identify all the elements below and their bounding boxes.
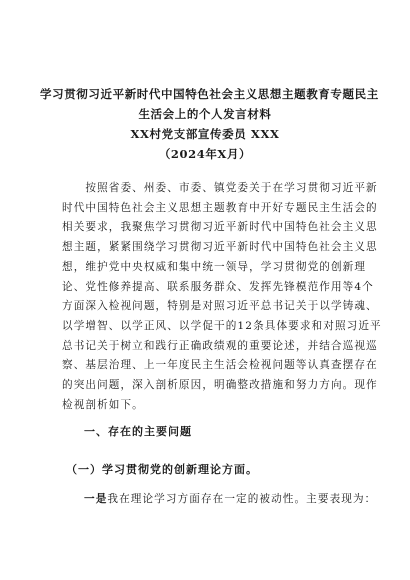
point-lead: 一是 — [84, 493, 108, 505]
point-text: 我在理论学习方面存在一定的被动性。主要表现为： — [107, 493, 377, 505]
document-date: （2024年X月） — [158, 147, 252, 161]
body-line: 以学增智、以学正风、以学促干的12条具体要求和对照习近平 — [62, 319, 382, 332]
body-line: 总书记关于树立和践行正确政绩观的重要论述，并结合巡视巡 — [62, 339, 378, 352]
body-line: 察、基层治理、上一年度民主生活会检视问题等认真查摆存在 — [62, 359, 378, 372]
body-line: 相关要求，我聚焦学习贯彻习近平新时代中国特色社会主义思 — [62, 221, 378, 234]
body-line-point-one — [84, 491, 376, 507]
body-line: 按照省委、州委、市委、镇党委关于在学习贯彻习近平新 — [62, 182, 378, 194]
body-line: 检视剖析如下。 — [62, 398, 144, 411]
document-author: XX村党支部宣传委员 XXX — [130, 127, 280, 141]
body-paragraph — [62, 179, 382, 415]
document-title-line-2: 生活会上的个人发言材料 — [138, 107, 272, 121]
subsection-heading: （一）学习贯彻党的创新理论方面。 — [66, 463, 258, 476]
body-line: 想主题，紧紧围绕学习贯彻习近平新时代中国特色社会主义思 — [62, 241, 378, 254]
body-line: 时代中国特色社会主义思想主题教育中开好专题民主生活会的 — [62, 201, 378, 214]
document-title-line-1: 学习贯彻习近平新时代中国特色社会主义思想主题教育专题民主 — [40, 87, 379, 101]
section-heading: 一、存在的主要问题 — [84, 425, 192, 438]
body-line: 方面深入检视问题，特别是对照习近平总书记关于以学铸魂、 — [62, 300, 378, 313]
body-line: 想，维护党中央权威和集中统一领导，学习贯彻党的创新理 — [62, 260, 367, 273]
body-line: 论、党性修养提高、联系服务群众、发挥先锋模范作用等4个 — [62, 280, 374, 293]
body-line: 的突出问题，深入剖析原因，明确整改措施和努力方向。现作 — [62, 379, 378, 392]
